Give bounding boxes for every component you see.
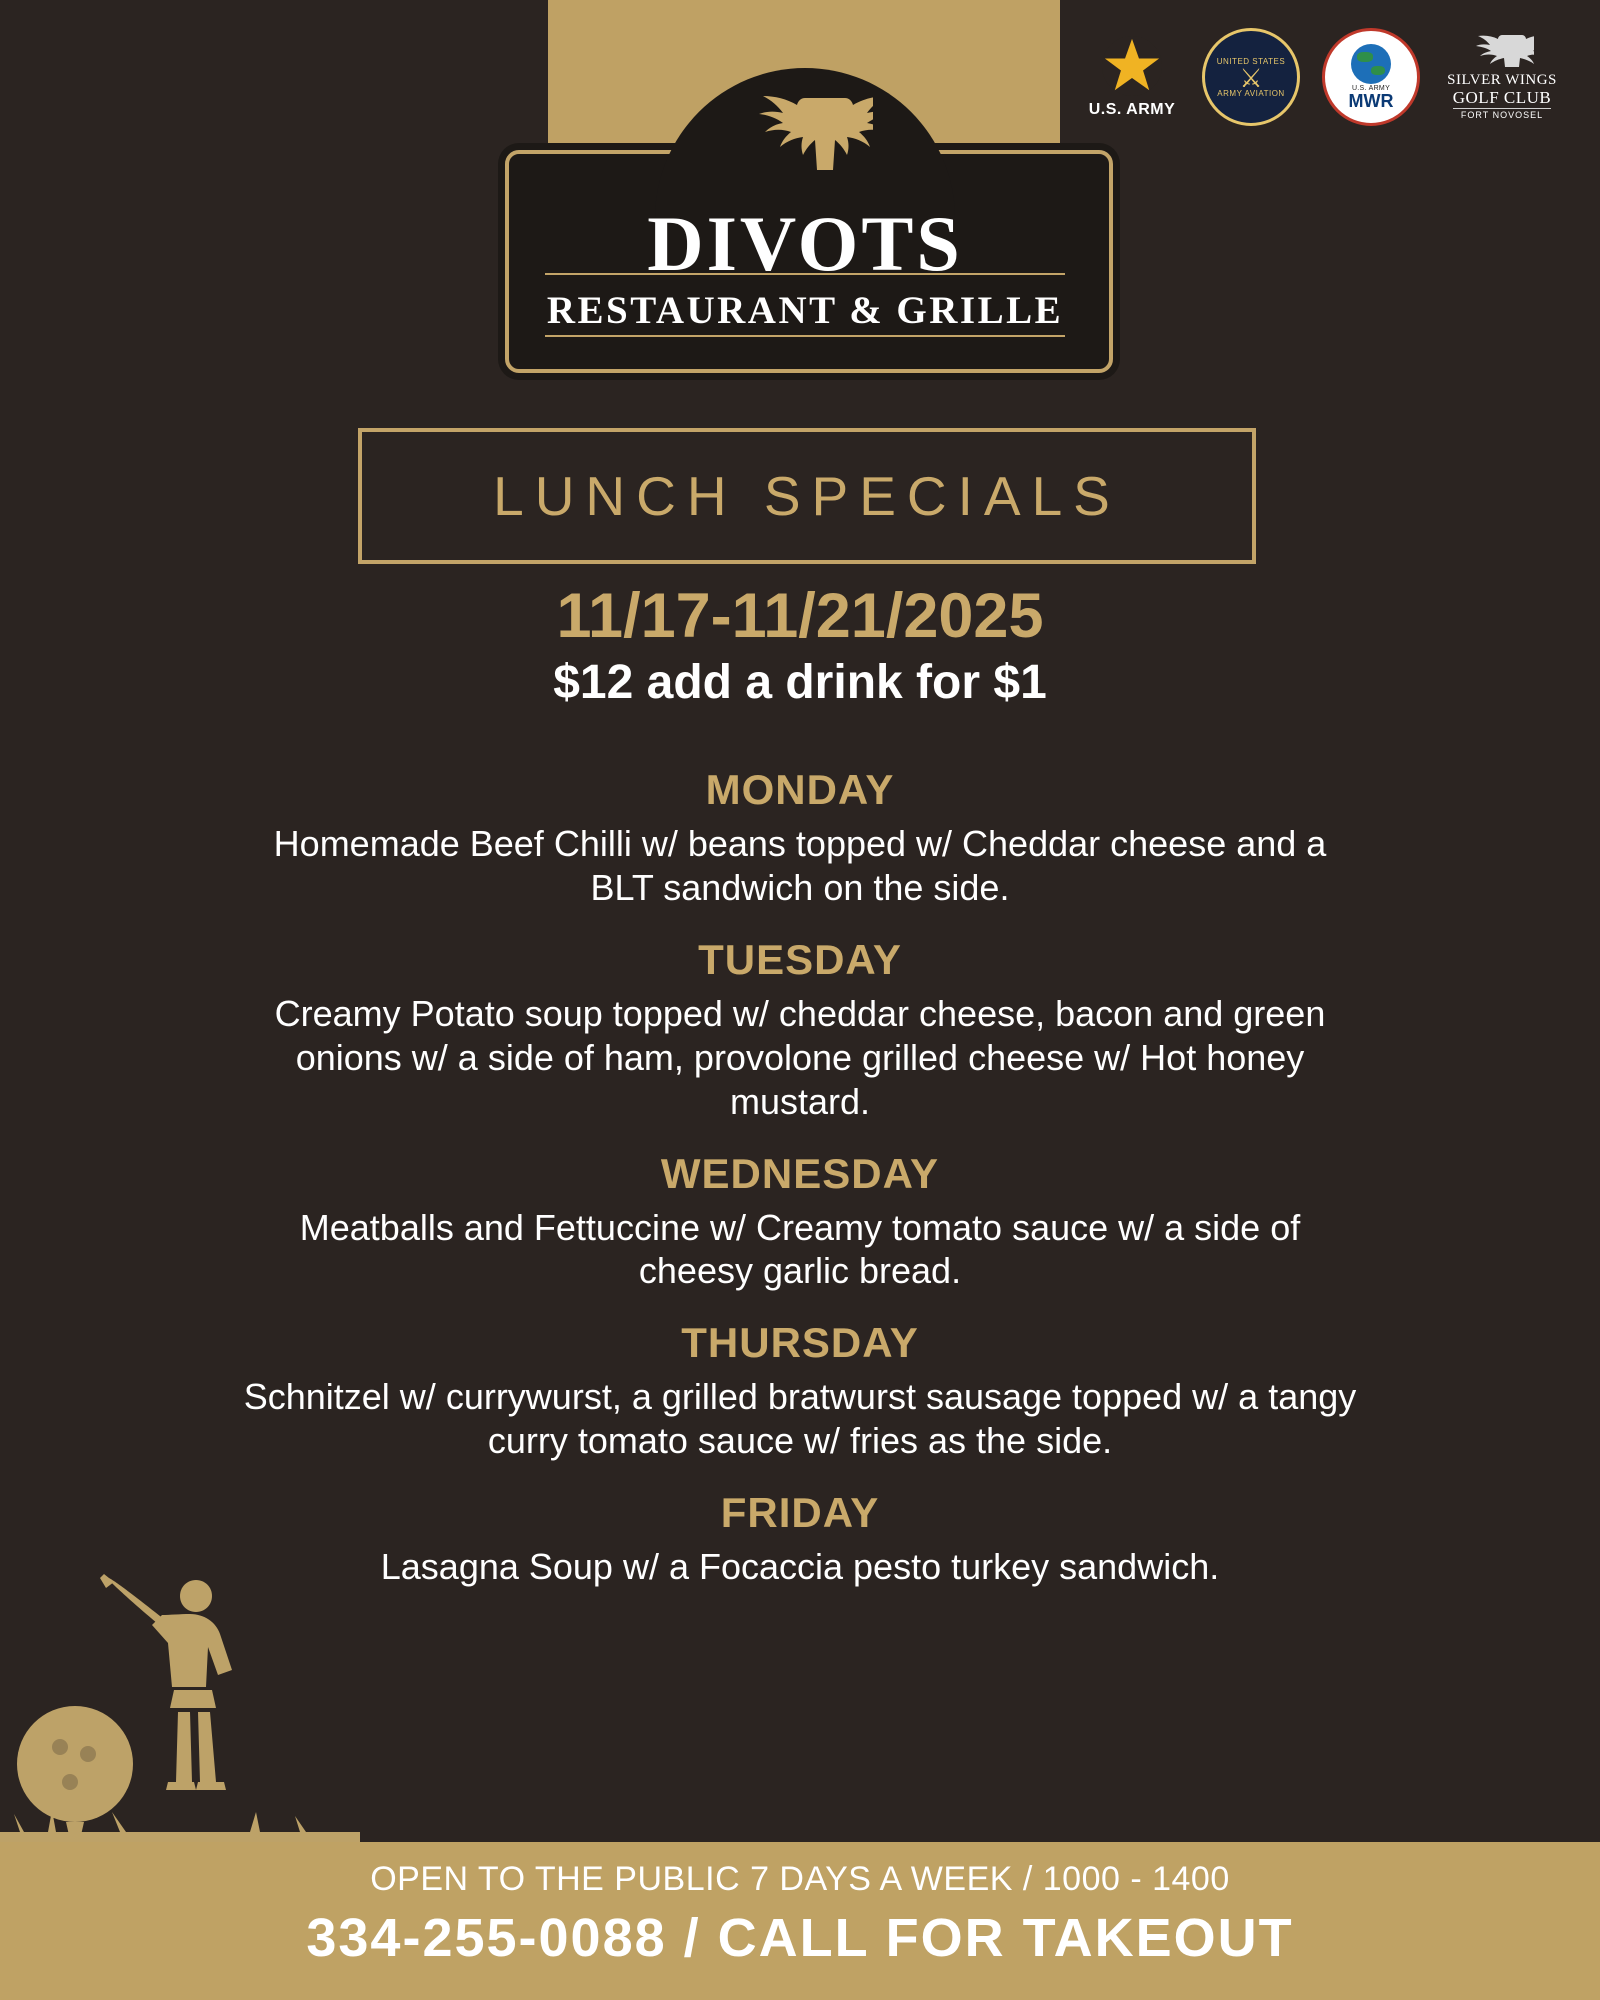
day-name: MONDAY: [705, 766, 895, 813]
army-aviation-seal-icon: [1202, 28, 1300, 126]
footer-phone[interactable]: 334-255-0088 / CALL FOR TAKEOUT: [306, 1908, 1294, 1968]
day-block: [180, 1489, 1420, 1589]
swgc-line2: GOLF CLUB: [1452, 88, 1552, 108]
globe-icon: [1351, 44, 1391, 84]
badge-us-army-label: U.S. ARMY: [1088, 101, 1176, 118]
mwr-small-text: U.S. ARMY: [1351, 85, 1391, 92]
day-name: TUESDAY: [698, 935, 902, 983]
golfer-silhouette-icon: [0, 1542, 360, 1842]
date-range: 11/17-11/21/2025: [556, 581, 1044, 651]
aviation-seal-bottom-text: ARMY AVIATION: [1217, 88, 1285, 98]
day-description: Lasagna Soup w/ a Focaccia pesto turkey sandwich.: [380, 1546, 1220, 1588]
partner-badges: [1084, 28, 1562, 126]
lunch-specials-banner: [358, 428, 1256, 564]
badge-us-army: [1084, 35, 1180, 119]
day-block: [180, 1150, 1420, 1294]
logo-rule-bottom: [545, 335, 1065, 337]
day-description: Homemade Beef Chilli w/ beans topped w/ Cheddar cheese and a BLT sandwich on the side.: [273, 823, 1327, 908]
army-star-icon: [1101, 35, 1163, 97]
lunch-specials-title: LUNCH SPECIALS: [493, 465, 1121, 527]
day-description: Creamy Potato soup topped w/ cheddar cheese, bacon and green onions w/ a side of ham, provolone grilled cheese w/ Hot honey mustard.: [274, 992, 1326, 1122]
brand-logo: [505, 30, 1105, 380]
silver-wings-eagle-icon: [1470, 33, 1534, 73]
day-description: Meatballs and Fettuccine w/ Creamy tomato sauce w/ a side of cheesy garlic bread.: [299, 1206, 1301, 1292]
day-name: WEDNESDAY: [660, 1149, 940, 1197]
day-block: [180, 1319, 1420, 1463]
badge-army-aviation: [1202, 28, 1300, 126]
badge-silver-wings-golf-club: [1442, 33, 1562, 120]
swgc-line1: SILVER WINGS: [1447, 72, 1557, 89]
footer: [0, 1842, 1600, 2000]
brand-subtitle: RESTAURANT & GRILLE: [546, 289, 1064, 332]
price-note: $12 add a drink for $1: [553, 656, 1047, 709]
day-block: [180, 766, 1420, 910]
swgc-line3: FORT NOVOSEL: [1460, 110, 1544, 121]
eagle-icon: [737, 92, 873, 188]
day-description: Schnitzel w/ currywurst, a grilled bratwurst sausage topped w/ a tangy curry tomato sauce w/ fries as the side.: [243, 1376, 1357, 1462]
aviation-wings-icon: ⚔: [1239, 62, 1263, 93]
day-name: FRIDAY: [720, 1489, 880, 1537]
brand-name: DIVOTS: [647, 200, 963, 287]
day-block: [180, 936, 1420, 1124]
aviation-seal-top-text: UNITED STATES: [1216, 56, 1286, 66]
badge-mwr: [1322, 28, 1420, 126]
daily-specials-list: [180, 740, 1420, 1589]
mwr-seal-icon: [1322, 28, 1420, 126]
footer-hours: OPEN TO THE PUBLIC 7 DAYS A WEEK / 1000 - 1400: [370, 1860, 1230, 1898]
day-name: THURSDAY: [681, 1319, 919, 1367]
mwr-label: MWR: [1348, 91, 1394, 111]
